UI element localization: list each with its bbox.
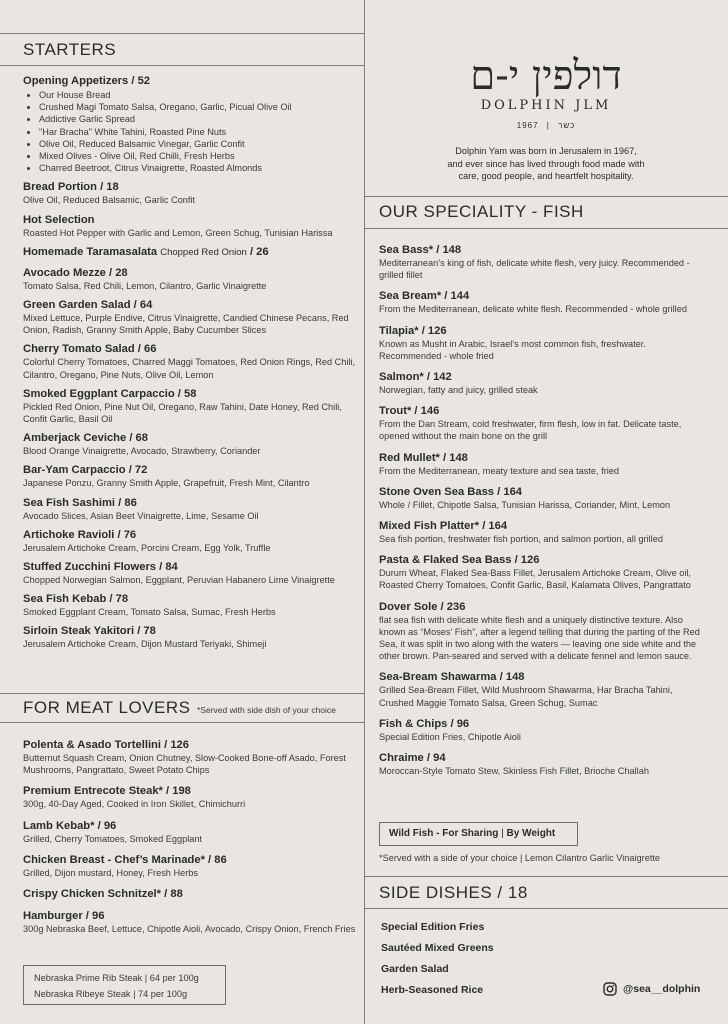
item-desc: Mixed Lettuce, Purple Endive, Citrus Vinaigrette, Candied Chinese Pecans, Red Onion, Radish, Granny Smith Apple, Baby Cucumber Slices [23, 313, 349, 336]
box-line: Nebraska Prime Rib Steak | 64 per 100g [34, 973, 199, 983]
sides-title: SIDE DISHES / 18 [379, 883, 528, 902]
menu-item [23, 213, 358, 239]
side-item: Garden Salad [381, 963, 449, 975]
item-desc: Butternut Squash Cream, Onion Chutney, Slow-Cooked Bone-off Asado, Forest Mushrooms, Pangrattato, Sweet Potato Chips [23, 753, 346, 776]
item-name: Smoked Eggplant Carpaccio / 58 [23, 387, 197, 400]
bullet-item: • Charred Beetroot, Citrus Vinaigrette, Roasted Almonds [39, 162, 358, 174]
item-name: Pasta & Flaked Sea Bass / 126 [379, 554, 540, 567]
instagram-handle-text: @sea__dolphin [623, 983, 701, 995]
separator: | [501, 828, 504, 839]
menu-item [23, 592, 358, 618]
divider [364, 876, 728, 877]
instagram-handle[interactable] [603, 981, 700, 997]
item-name: Cherry Tomato Salad / 66 [23, 343, 157, 356]
item-name: Stone Oven Sea Bass / 164 [379, 485, 523, 498]
menu-item [23, 784, 358, 810]
menu-item [23, 266, 358, 292]
box-line: Nebraska Ribeye Steak | 74 per 100g [34, 989, 188, 999]
item-desc: flat sea fish with delicate white flesh and a uniquely distinctive texture. Also known as “Moses’ Fish”, after a legend telling that during the parting of the Red Sea, it was split in two along with the waters — leaving one side white and the other brown. Pan-seared and served with a delicate fennel and lemon sauce. [379, 614, 700, 662]
menu-item [379, 670, 709, 708]
item-desc: Colorful Cherry Tomatoes, Charred Maggi Tomatoes, Red Onion Rings, Red Chili, Cilantro, Oregano, Pine Nuts, Olive Oil, Lemon [23, 357, 356, 380]
menu-item [23, 74, 358, 174]
item-desc: Japanese Ponzu, Granny Smith Apple, Grapefruit, Fresh Mint, Cilantro [23, 478, 310, 489]
menu-item [23, 342, 358, 380]
menu-item [379, 553, 709, 591]
item-name: Sirloin Steak Yakitori / 78 [23, 625, 156, 638]
starters-title: STARTERS [23, 40, 117, 59]
menu-item [379, 600, 709, 663]
item-desc: Durum Wheat, Flaked Sea-Bass Fillet, Jerusalem Artichoke Cream, Olive oil, Roasted Cherry Tomatoes, Confit Garlic, Basil, Kalamata Olives, Pangrattato [379, 568, 691, 591]
wild-fish-label [389, 828, 555, 839]
brand-tagline [364, 145, 728, 183]
menu-item [23, 853, 358, 879]
bullet-item: • Crushed Magi Tomato Salsa, Oregano, Garlic, Picual Olive Oil [39, 101, 358, 113]
meat-title: FOR MEAT LOVERS [23, 698, 191, 717]
item-desc: Pickled Red Onion, Pine Nut Oil, Oregano, Raw Tahini, Date Honey, Red Chili, Confit Garlic, Basil Oil [23, 401, 342, 425]
item-desc: Smoked Eggplant Cream, Tomato Salsa, Sumac, Fresh Herbs [23, 607, 276, 618]
fish-note: *Served with a side of your choice | Lemon Cilantro Garlic Vinaigrette [379, 853, 661, 863]
item-desc: From the Mediterranean, meaty texture and sea taste, fried [379, 465, 620, 476]
item-name: Bar-Yam Carpaccio / 72 [23, 464, 148, 477]
fish-list [379, 243, 709, 785]
divider [0, 33, 364, 34]
item-desc: Blood Orange Vinaigrette, Avocado, Strawberry, Coriander [23, 446, 261, 457]
menu-item [23, 887, 358, 901]
item-name: Artichoke Ravioli / 76 [23, 528, 137, 541]
item-desc: 300g Nebraska Beef, Lettuce, Chipotle Aioli, Avocado, Crispy Onion, French Fries [23, 924, 356, 935]
wild-fish-title: Wild Fish - For Sharing [389, 828, 499, 839]
item-name: Chraime / 94 [379, 752, 446, 765]
item-desc: Grilled, Cherry Tomatoes, Smoked Eggplant [23, 833, 203, 844]
item-name: Sea Bass* / 148 [379, 244, 462, 256]
menu-item [379, 451, 709, 477]
item-name: Salmon* / 142 [379, 371, 452, 384]
side-item: Special Edition Fries [381, 921, 485, 933]
item-name: Fish & Chips / 96 [379, 717, 470, 730]
item-name: Hot Selection [23, 213, 95, 226]
bullet-item: • Our House Bread [39, 89, 358, 101]
menu-item [23, 909, 358, 935]
side-item: Herb-Seasoned Rice [381, 984, 484, 996]
menu-item [23, 463, 358, 489]
item-desc: Sea fish portion, freshwater fish portion, and salmon portion, all grilled [379, 534, 663, 545]
tagline-line: Dolphin Yam was born in Jerusalem in 1967, [455, 146, 637, 156]
item-name: Stuffed Zucchini Flowers / 84 [23, 561, 178, 574]
wild-fish-weight: By Weight [506, 828, 556, 839]
item-desc: From the Dan Stream, cold freshwater, firm flesh, low in fat. Delicate taste, opened without the main bone on the grill [379, 419, 682, 442]
menu-item [23, 298, 358, 336]
brand-name: DOLPHIN JLM [480, 98, 612, 113]
item-desc: Grilled Sea-Bream Fillet, Wild Mushroom Shawarma, Har Bracha Tahini, Crushed Maggie Tomato Salsa, Green Schug, Sumac [379, 685, 673, 708]
item-name: Amberjack Ceviche / 68 [23, 432, 148, 445]
item-name: Red Mullet* / 148 [379, 451, 468, 464]
bullet-item: • Mixed Olives - Olive Oil, Red Chilli, Fresh Herbs [39, 150, 358, 162]
item-desc: Grilled, Dijon mustard, Honey, Fresh Herbs [23, 867, 198, 878]
menu-item [379, 519, 709, 545]
item-name: Sea Fish Kebab / 78 [23, 593, 129, 606]
item-name-text: Homemade Taramasalata [23, 245, 158, 258]
divider [0, 693, 364, 694]
menu-item [379, 370, 709, 396]
item-name: Opening Appetizers / 52 [23, 75, 151, 87]
side-item: Sautéed Mixed Greens [381, 942, 494, 954]
menu-item [379, 717, 709, 743]
item-desc: Avocado Slices, Asian Beet Vinaigrette, Lime, Sesame Oil [23, 510, 259, 521]
item-desc: Special Edition Fries, Chipotle Aioli [379, 731, 521, 742]
item-desc: Olive Oil, Reduced Balsamic, Garlic Confit [23, 195, 196, 206]
item-name: Tilapia* / 126 [379, 324, 447, 337]
divider [0, 722, 364, 723]
brand-subline [364, 121, 728, 130]
item-desc: Jerusalem Artichoke Cream, Dijon Mustard Teriyaki, Shimeji [23, 639, 267, 650]
menu-item [379, 751, 709, 777]
item-name: Avocado Mezze / 28 [23, 266, 128, 279]
item-desc: Mediterranean’s king of fish, delicate white flesh, very juicy. Recommended - grilled fillet [379, 258, 690, 281]
item-name: Bread Portion / 18 [23, 181, 119, 194]
item-name: Lamb Kebab* / 96 [23, 819, 117, 832]
menu-item [379, 324, 709, 362]
item-name: Trout* / 146 [379, 405, 440, 418]
tagline-line: and ever since has lived through food made with [447, 158, 645, 169]
opening-bullets [23, 89, 358, 174]
item-desc: Known as Musht in Arabic, Israel’s most common fish, freshwater. Recommended - whole fried [379, 338, 646, 361]
instagram-icon [603, 982, 617, 996]
menu-item [23, 431, 358, 457]
item-name: Chicken Breast - Chef’s Marinade* / 86 [23, 853, 227, 866]
menu-item [23, 624, 358, 650]
menu-item [379, 243, 709, 281]
item-desc: Moroccan-Style Tomato Stew, Skinless Fish Fillet, Brioche Challah [379, 766, 649, 777]
item-name: Green Garden Salad / 64 [23, 299, 153, 312]
menu-item [23, 180, 358, 206]
item-name: Sea Bream* / 144 [379, 290, 470, 303]
item-name: Crispy Chicken Schnitzel* / 88 [23, 888, 183, 901]
steak-weight-box [23, 965, 226, 1005]
bullet-item: • Addictive Garlic Spread [39, 113, 358, 125]
item-name: Polenta & Asado Tortellini / 126 [23, 739, 189, 751]
item-desc: Whole / Fillet, Chipotle Salsa, Tunisian Harissa, Coriander, Mint, Lemon [379, 499, 671, 510]
item-price: / 26 [249, 245, 269, 258]
menu-item [23, 738, 358, 776]
menu-item [23, 819, 358, 845]
menu-item [379, 289, 709, 315]
item-name: Mixed Fish Platter* / 164 [379, 520, 508, 533]
item-name: Dover Sole / 236 [379, 600, 466, 613]
starters-list [23, 74, 358, 651]
menu-item [379, 485, 709, 511]
item-name [23, 245, 358, 260]
item-desc: 300g, 40-Day Aged, Cooked in Iron Skillet, Chimichurri [23, 799, 246, 810]
item-desc: From the Mediterranean, delicate white flesh. Recommended - whole grilled [379, 304, 687, 315]
sides-list [381, 917, 581, 1001]
divider [0, 65, 364, 66]
year-label: 1967 [516, 121, 539, 130]
menu-item [23, 528, 358, 554]
item-desc: Norwegian, fatty and juicy, grilled steak [379, 385, 538, 396]
menu-item [23, 496, 358, 522]
menu-item [23, 560, 358, 586]
item-name: Sea Fish Sashimi / 86 [23, 496, 137, 509]
brand-logo-hebrew: דולפין י-ם [470, 53, 622, 99]
tagline-line: care, good people, and heartfelt hospitality. [458, 171, 634, 181]
meat-list [23, 738, 358, 943]
bullet-item: • Olive Oil, Reduced Balsamic Vinegar, Garlic Confit [39, 138, 358, 150]
item-desc: Roasted Hot Pepper with Garlic and Lemon, Green Schug, Tunisian Harissa [23, 227, 333, 238]
divider [364, 196, 728, 197]
item-desc: Chopped Norwegian Salmon, Eggplant, Peruvian Habanero Lime Vinaigrette [23, 575, 335, 586]
item-desc: Jerusalem Artichoke Cream, Porcini Cream, Egg Yolk, Truffle [23, 542, 271, 553]
wild-fish-box [379, 822, 578, 846]
divider [364, 228, 728, 229]
item-name: Sea-Bream Shawarma / 148 [379, 671, 525, 684]
separator: | [546, 121, 550, 130]
item-desc: Tomato Salsa, Red Chili, Lemon, Cilantro, Garlic Vinaigrette [23, 280, 267, 291]
fish-title: OUR SPECIALITY - FISH [379, 202, 584, 221]
menu-item [379, 404, 709, 442]
item-name: Hamburger / 96 [23, 910, 105, 923]
meat-note: *Served with side dish of your choice [197, 705, 336, 715]
menu-item [23, 387, 358, 425]
bullet-item: • "Har Bracha" White Tahini, Roasted Pine Nuts [39, 126, 358, 138]
kosher-label: כשר [558, 121, 576, 130]
divider [364, 908, 728, 909]
menu-item [23, 245, 358, 260]
item-inline-desc: Chopped Red Onion [160, 246, 247, 258]
item-name: Premium Entrecote Steak* / 198 [23, 785, 191, 798]
